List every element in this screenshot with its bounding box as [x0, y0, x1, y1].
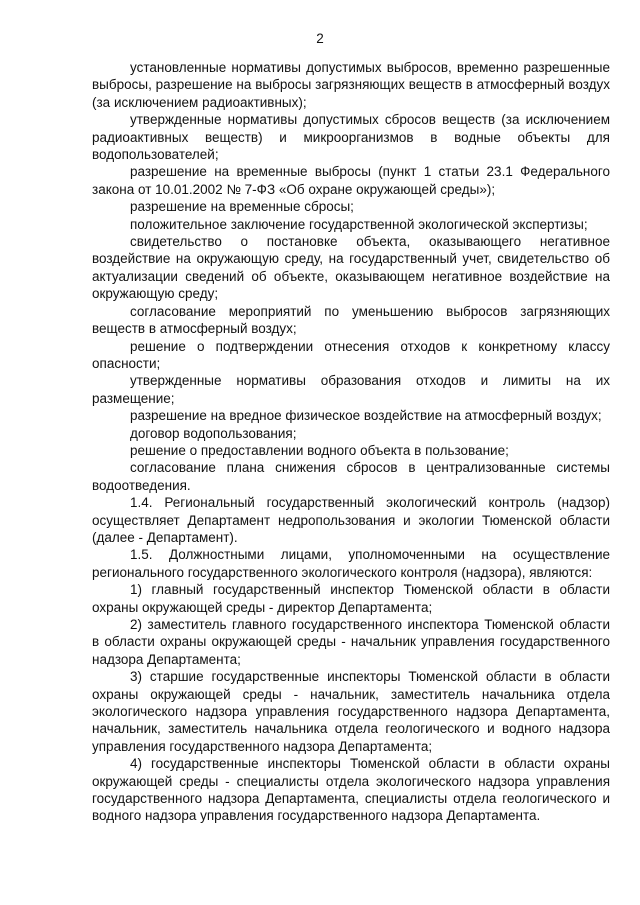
official-item-1: 1) главный государственный инспектор Тюменской области в области охраны окружающей среды - директор Департамента; [92, 582, 610, 615]
list-item-waste-norms: утвержденные нормативы образования отходов и лимиты на их размещение; [92, 373, 610, 406]
list-item-temporary-discharge-permit: разрешение на временные сбросы; [130, 199, 354, 215]
page-number: 2 [316, 31, 324, 46]
list-item-permitted-emissions: установленные нормативы допустимых выбросов, временно разрешенные выбросы, разрешение на выбросы загрязняющих веществ в атмосферный воздух (за исключением радиоактивных); [92, 60, 610, 110]
list-item-water-object-decision: решение о предоставлении водного объекта в пользование; [130, 442, 509, 458]
list-item-physical-impact-permit: разрешение на вредное физическое воздействие на атмосферный воздух; [130, 408, 602, 424]
official-item-4: 4) государственные инспекторы Тюменской области в области охраны окружающей среды - специалисты отдела экологического надзора управления государственного надзора Департамента, специалисты отдела геологического и водного надзора управления государственного надзора Департамента. [92, 756, 610, 824]
section-1-4: 1.4. Региональный государственный экологический контроль (надзор) осуществляет Департамент недропользования и экологии Тюменской области (далее - Департамент). [92, 495, 610, 545]
section-1-5: 1.5. Должностными лицами, уполномоченными на осуществление регионального государственного экологического контроля (надзора), являются: [92, 547, 610, 580]
list-item-discharge-standards: утвержденные нормативы допустимых сбросов веществ (за исключением радиоактивных веществ) и микроорганизмов в водные объекты для водопользователей; [92, 112, 610, 163]
list-item-hazard-class-decision: решение о подтверждении отнесения отходов к конкретному классу опасности; [92, 338, 610, 371]
official-item-3: 3) старшие государственные инспекторы Тюменской области в области охраны окружающей среды - начальник, заместитель начальника отдела экологического надзора управления государственного надзора Департамента, начальник, заместитель начальника отдела геологического и водного надзора управления государственного надзора Департамента; [92, 669, 610, 754]
list-item-water-use-agreement: договор водопользования; [130, 425, 297, 441]
list-item-discharge-reduction-plan: согласование плана снижения сбросов в централизованные системы водоотведения. [92, 460, 610, 493]
list-item-emission-reduction-approval: согласование мероприятий по уменьшению выбросов загрязняющих веществ в атмосферный воздух; [92, 303, 610, 337]
document-body [92, 59, 610, 825]
official-item-2: 2) заместитель главного государственного инспектора Тюменской области в области охраны окружающей среды - начальник управления государственного надзора Департамента; [92, 617, 610, 667]
list-item-temporary-emissions-permit: разрешение на временные выбросы (пункт 1 статьи 23.1 Федерального закона от 10.01.2002 № 7-ФЗ «Об охране окружающей среды»); [92, 164, 610, 197]
list-item-registration-certificate: свидетельство о постановке объекта, оказывающего негативное воздействие на окружающую среду, на государственный учет, свидетельство об актуализации сведений об объекте, оказывающем негативное воздействие на окружающую среду; [92, 234, 610, 302]
list-item-expertise-conclusion: положительное заключение государственной экологической экспертизы; [130, 216, 588, 232]
